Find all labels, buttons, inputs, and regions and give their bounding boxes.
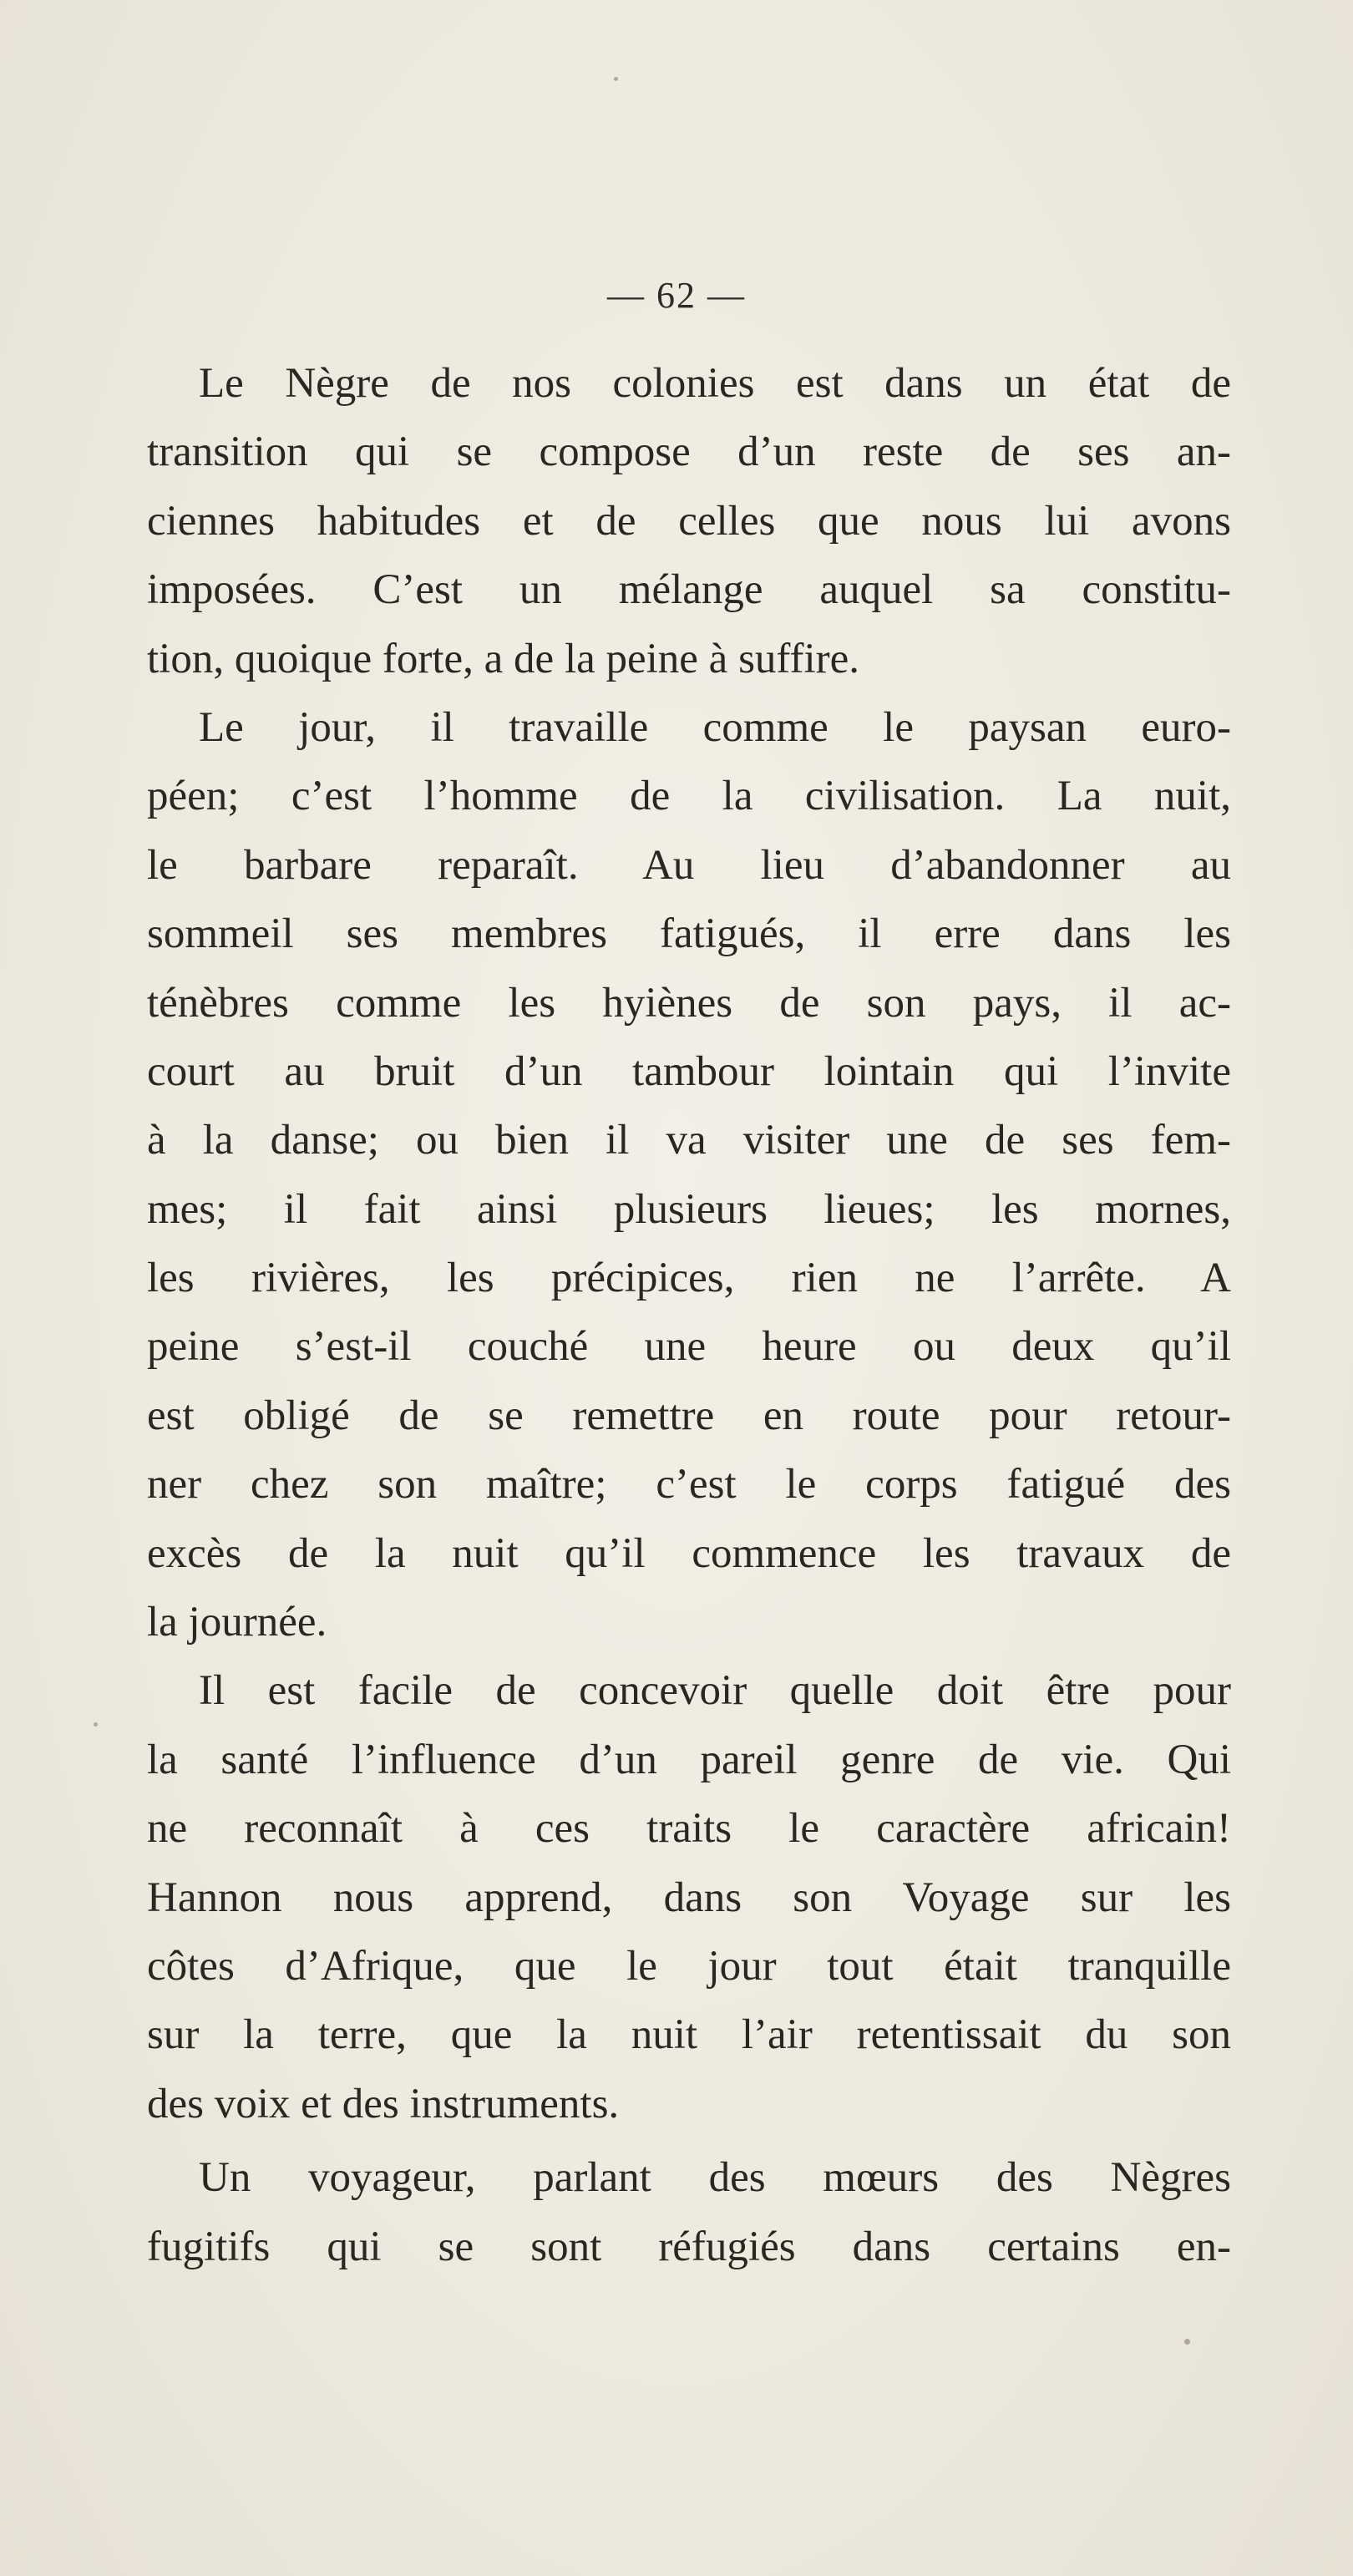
text-line: Le Nègre de nos colonies est dans un état de — [199, 360, 1231, 407]
paper-speck — [1184, 2339, 1190, 2345]
text-line: des voix et des instruments. — [147, 2080, 620, 2127]
text-line: Un voyageur, parlant des mœurs des Nègres — [199, 2154, 1231, 2202]
text-line: ciennes habitudes et de celles que nous lui avons — [147, 497, 1231, 545]
text-line: imposées. C’est un mélange auquel sa constitu- — [147, 566, 1231, 614]
text-line: fugitifs qui se sont réfugiés dans certains en- — [147, 2223, 1231, 2270]
text-line: transition qui se compose d’un reste de ses an- — [147, 428, 1231, 476]
text-line: peine s’est-il couché une heure ou deux qu’il — [147, 1323, 1231, 1371]
text-line: excès de la nuit qu’il commence les travaux de — [147, 1529, 1231, 1577]
page-number: — 62 — — [607, 275, 746, 316]
paper-speck — [94, 1722, 98, 1727]
text-line: la santé l’influence d’un pareil genre de vie. Qui — [147, 1736, 1231, 1783]
text-line: ner chez son maître; c’est le corps fatigué des — [147, 1461, 1231, 1509]
text-line: tion, quoique forte, a de la peine à suffire. — [147, 635, 860, 682]
text-line: à la danse; ou bien il va visiter une de ses fem- — [147, 1117, 1231, 1164]
paper-speck — [614, 77, 618, 81]
text-line: Hannon nous apprend, dans son Voyage sur les — [147, 1874, 1231, 1921]
body-text — [147, 349, 1231, 2281]
text-line: côtes d’Afrique, que le jour tout était tranquille — [147, 1942, 1231, 1990]
text-line: sur la terre, que la nuit l’air retentissait du son — [147, 2011, 1231, 2059]
text-line: Il est facile de concevoir quelle doit être pour — [199, 1667, 1231, 1715]
text-line: court au bruit d’un tambour lointain qui l’invite — [147, 1047, 1231, 1095]
text-line: le barbare reparaît. Au lieu d’abandonner au — [147, 841, 1231, 889]
text-line: la journée. — [147, 1599, 327, 1646]
text-line: mes; il fait ainsi plusieurs lieues; les mornes, — [147, 1185, 1231, 1233]
text-line: Le jour, il travaille comme le paysan euro- — [199, 703, 1231, 751]
text-line: ne reconnaît à ces traits le caractère africain! — [147, 1805, 1231, 1853]
text-line: les rivières, les précipices, rien ne l’arrête. A — [147, 1255, 1231, 1302]
text-line: péen; c’est l’homme de la civilisation. La nuit, — [147, 773, 1231, 820]
text-line: est obligé de se remettre en route pour retour- — [147, 1392, 1231, 1439]
text-line: ténèbres comme les hyiènes de son pays, il ac- — [147, 979, 1231, 1027]
text-line: sommeil ses membres fatigués, il erre dans les — [147, 910, 1231, 958]
